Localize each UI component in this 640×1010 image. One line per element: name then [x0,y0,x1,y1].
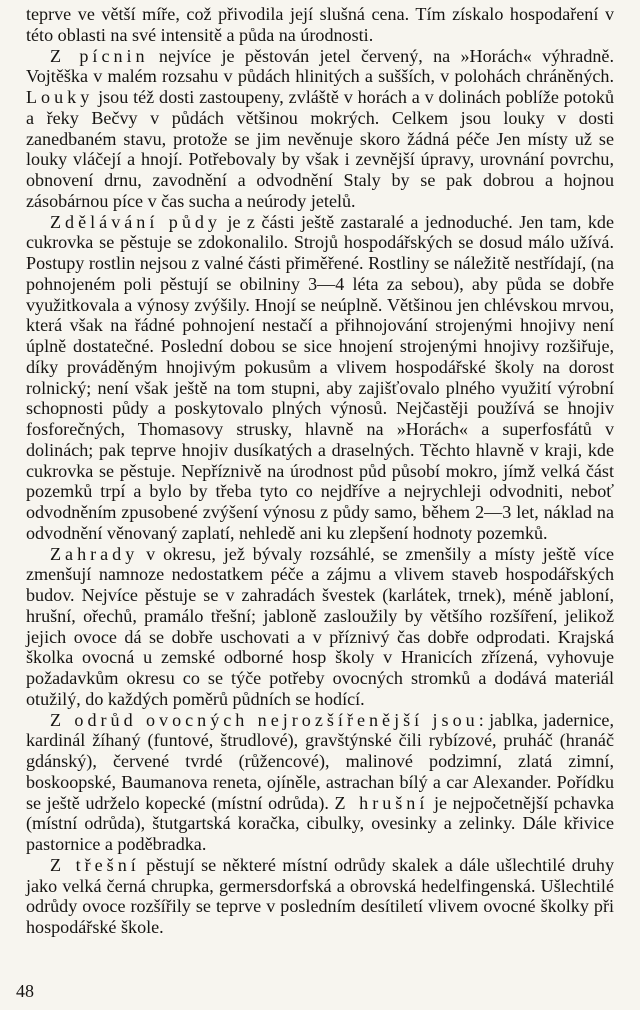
paragraph-text: pěstují se některé místní odrůdy skalek a dále ušlechtilé druhy jako velká černá chrupka, germersdorfská a obrovská hedelfingenská. Ušlechtilé odrůdy ovoce rozšířily se teprve v posledním desítiletí vlivem ovocné školky při hospodářské škole. [26,854,614,937]
page-number: 48 [16,981,34,1001]
paragraph-hospodareni [26,4,614,46]
paragraph-text: teprve ve větší míře, což přivodila její slušná cena. Tím získalo hospodaření v této oblasti na své intensitě a půda na úrodnosti. [26,4,614,45]
paragraph-text: je z části ještě zastaralé a jednoduché. Jen tam, kde cukrovka se pěstuje se zdokonalilo. Strojů hospodářských se dosud málo užívá. Postupy rostlin nejsou z valné části přiměřené. Rostliny se náležitě nestřídají, (na pohnojeném poli pěstují se obilniny 3—4 léta za sebou), aby půda se dobře využitkovala a výnosy zvýšily. Hnojí se neúplně. Většinou jen chlévskou mrvou, která však na řádné pohnojení nestačí a přihnojování strojenými hnojivy není úplně dostatečné. Poslední dobou se sice hnojení strojenými hnojivy rozšiřuje, díky prováděným hnojivým pokusům a vlivem hospodářské školy na dorost rolnický; není však ještě na tom stupni, aby zajišťovalo plného využití výrobní schopnosti půdy a poskytovalo plných výnosů. Nejčastěji používá se hnojiv fosforečných, Thomasovy strusky, hlavně na »Horách« a superfosfátů v dolinách; pak teprve hnojiv dusíkatých a draselných. Těchto hlavně v kraji, kde cukrovka se pěstuje. Nepříznivě na úrodnost půd působí mokro, jímž velká část pozemků trpí a bylo by třeba tyto co nejdříve a nejrychleji odvodniti, neboť odvodněním zpusobené zvýšení výnosu z půdy samo, během 2—3 let, náklad na odvodnění věnovaný zaplatí, nehledě ani ku zlepšení hodnoty pozemků. [26,211,614,543]
spaced-heading-zdelavani: Zdělávání půdy [50,211,221,232]
paragraph-text: je nejpočetnější pchavka (místní odrůda), štutgartská koračka, cibulky, ovesinky a zelinky. Dále křivice pastornice a poděbradka. [26,792,615,854]
paragraph-odrudy [26,710,614,855]
paragraph-zahrady [26,544,614,710]
paragraph-text: v okresu, jež bývaly rozsáhlé, se zmenšily a místy ještě více zmenšují namnoze nedostatkem péče a zájmu a vlivem staveb hospodářských budov. Nejvíce pěstuje se v zahradách švestek (karlátek, trnek), méně jabloní, hrušní, ořechů, pramálo třešní; jabloně zasloužily by většího rozšíření, jelikož jejich ovoce dá se dobře uschovati a v příznivý čas dobře odprodati. Krajská školka ovocná u zemské odborné hosp školy v Hranicích zřízená, vyhovuje požadavkům okresu co se týče potřeby ovocných stromků a dodává materiál otužilý, do každých poměrů půdních se hodící. [26,543,614,709]
paragraph-picniny [26,46,614,212]
paragraph-text: : jablka, jadernice, kardinál žíhaný (funtové, štrudlové), gravštýnské čili rybízové, pruháč (hranáč gdánský), červené tvrdé (růžencové), malinové podzimní, zlatá zimní, boskoopské, Baumanova reneta, ojíněle, astrachan bílý a car Alexander. Pořídku se ještě udrželo kopecké (místní odrůda). [26,709,614,813]
spaced-heading-louky: Louky [26,87,94,107]
spaced-heading-odrudy: Z odrůd ovocných nejrozšířenější jsou [50,709,479,730]
paragraph-zdelavani [26,212,614,544]
spaced-heading-zahrady: Zahrady [50,543,139,564]
paragraph-tresne [26,855,614,938]
spaced-heading-hrusni: Z hrušní [334,792,429,813]
page-body [26,4,614,938]
spaced-heading-picnin: Z pícnin [50,45,149,66]
paragraph-text: jsou též dosti zastoupeny, zvláště v horách a v dolinách poblíže potoků a řeky Bečvy v půdách většinou mokrých. Celkem jsou louky v dosti zanedbaném stavu, protože se jim nevěnuje skoro žádná péče Jen místy už se louky vláčejí a hnojí. Potřebovaly by však i zevnější úpravy, urovnání povrchu, obnovení drnu, zavodnění a odvodnění Staly by se pak dobrou a hojnou zásobárnou píce v čas sucha a neúrody jetelů. [26,87,614,211]
paragraph-text: nejvíce je pěstován jetel červený, na »Horách« výhradně. Vojtěška v malém rozsahu v půdách hlinitých a sušších, v polohách chráněných. [26,45,614,87]
spaced-heading-tresni: Z třešní [50,854,140,875]
